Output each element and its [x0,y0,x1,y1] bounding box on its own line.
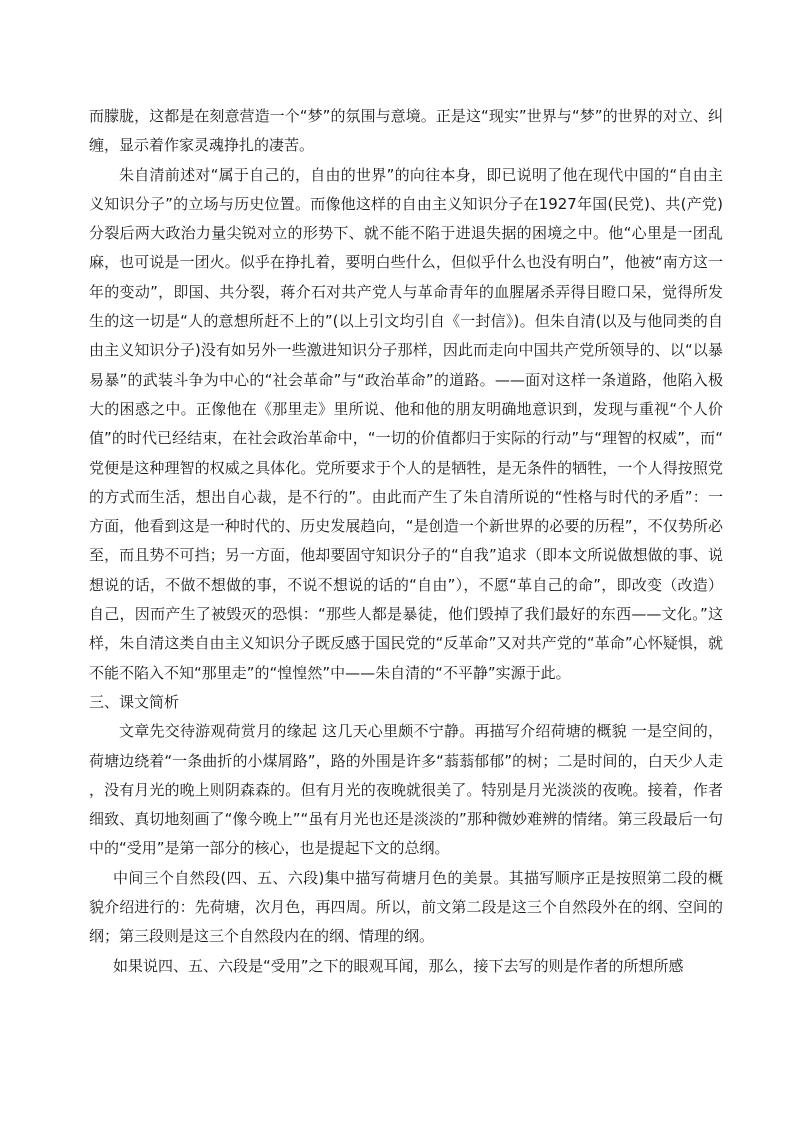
section-heading: 三、课文简析 [89,692,180,711]
paragraph-dream-atmosphere: 而朦胧，这都是在刻意营造一个“梦”的氛围与意境。正是这“现实”世界与“梦”的世界的对立、纠缠，显示着作家灵魂挣扎的凄苦。 [89,107,723,155]
document-body [89,102,723,981]
paragraph-middle-sections: 中间三个自然段(四、五、六段)集中描写荷塘月色的美景。其描写顺序正是按照第二段的概貌介绍进行的：先荷塘，次月色，再四周。所以，前文第二段是这三个自然段外在的纲、空间的纲；第三段则是这三个自然段内在的纲、情理的纲。 [89,868,723,946]
paragraph-liberal-intellectual: 朱自清前述对“属于自己的，自由的世界”的向往本身，即已说明了他在现代中国的“自由主义知识分子”的立场与历史位置。而像他这样的自由主义知识分子在1927年国(民党)、共(产党)分裂后两大政治力量尖锐对立的形势下、就不能不陷于进退失据的困境之中。他“心里是一团乱麻，也可说是一团火。似乎在挣扎着，要明白些什么，但似乎什么也没有明白”，他被“南方这一年的变动”，即国、共分裂，蒋介石对共产党人与革命青年的血腥屠杀弄得目瞪口呆，觉得所发生的这一切是“人的意想所赶不上的”(以上引文均引自《一封信》)。但朱自清(以及与他同类的自由主义知识分子)没有如另外一些激进知识分子那样，因此而走向中国共产党所领导的、以“以暴易暴”的武装斗争为中心的“社会革命”与“政治革命”的道路。——面对这样一条道路，他陷入极大的困惑之中。正像他在《那里走》里所说、他和他的朋友明确地意识到，发现与重视“个人价值”的时代已经结束，在社会政治革命中，“一切的价值都归于实际的行动”与“理智的权威”，而“党便是这种理智的权威之具体化。党所要求于个人的是牺牲，是无条件的牺牲，一个人得按照党的方式而生活，想出自心裁，是不行的”。由此而产生了朱自清所说的“性格与时代的矛盾”：一方面，他看到这是一种时代的、历史发展趋向，“是创造一个新世界的必要的历程”，不仅势所必至，而且势不可挡；另一方面，他却要固守知识分子的“自我”追求（即本文所说做想做的事、说想说的话，不做不想做的事，不说不想说的话的“自由”），不愿“革自己的命”，即改变（改造）自己，因而产生了被毁灭的恐惧：“那些人都是暴徒，他们毁掉了我们最好的东西——文化。”这样，朱自清这类自由主义知识分子既反感于国民党的“反革命”又对共产党的“革命”心怀疑惧，就不能不陷入不知“那里走”的“惶惶然”中——朱自清的“不平静”实源于此。 [89,165,723,682]
paragraph-text-analysis: 文章先交待游观荷赏月的缘起 这几天心里颇不宁静。再描写介绍荷塘的概貌 一是空间的，荷塘边绕着“一条曲折的小煤屑路”，路的外围是许多“蓊蓊郁郁”的树；二是时间的，白天少人走，没有月光的晚上则阴森森的。但有月光的夜晚就很美了。特别是月光淡淡的夜晚。接着，作者细致、真切地刻画了“像今晚上”“虽有月光也还是淡淡的”那种微妙难辨的情绪。第三段最后一句中的“受用”是第一部分的核心，也是提起下文的总纲。 [89,722,723,858]
paragraph-following-thoughts: 如果说四、五、六段是“受用”之下的眼观耳闻，那么，接下去写的则是作者的所想所感 [113,956,684,975]
